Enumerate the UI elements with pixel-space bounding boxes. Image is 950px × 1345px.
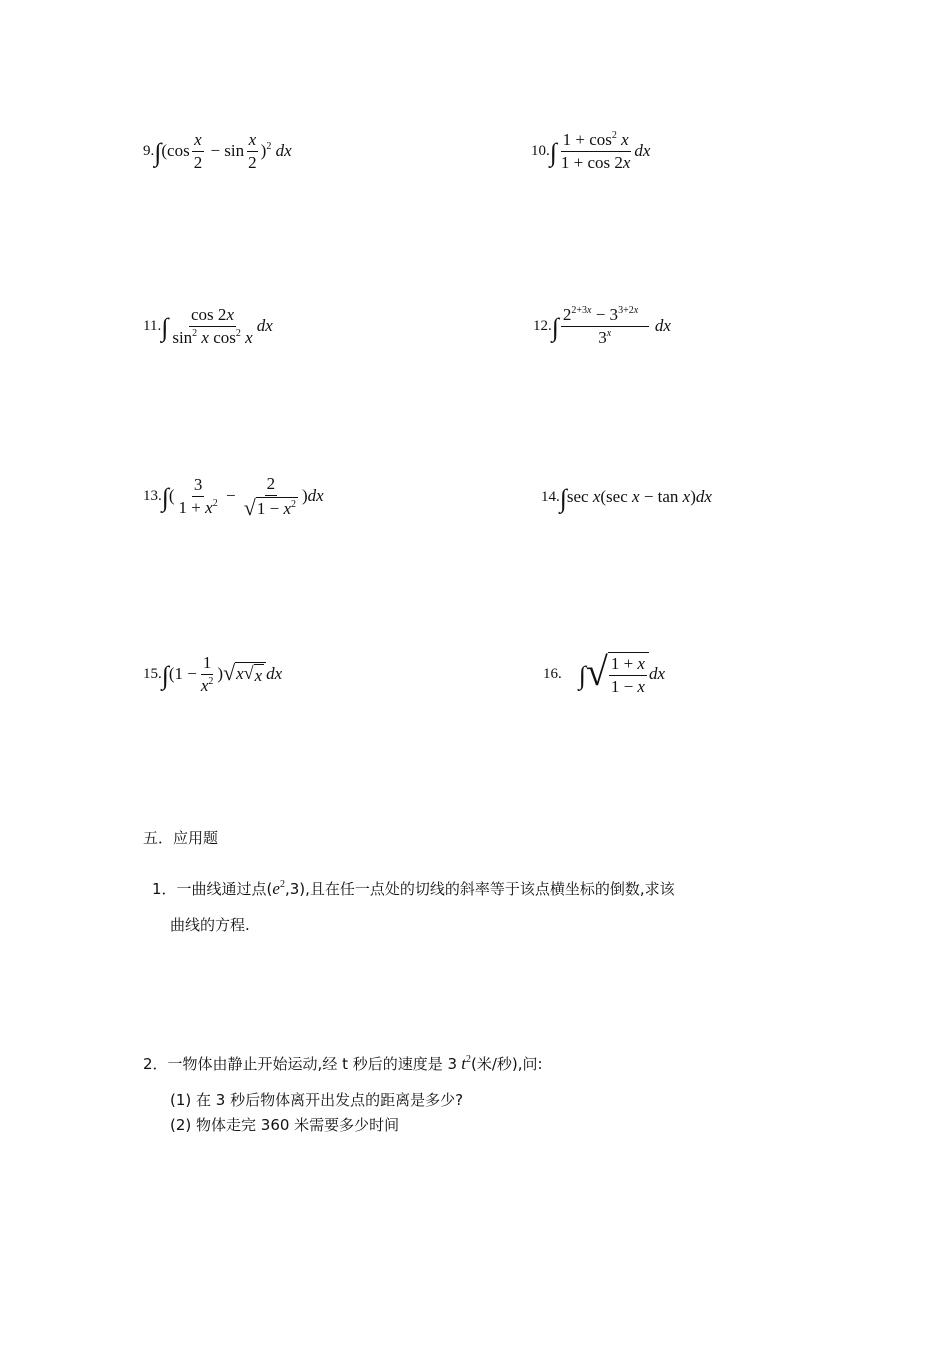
problem-number: 2． <box>143 1055 168 1073</box>
problem-12: 12. ∫ $\frac{2^{2+3x} - 3^{3+2x}}{3^x}$ dx <box>533 305 671 347</box>
problem-15: 15. ∫ (1 − $\frac{1}{x^2}$ ) √ x √ x dx <box>143 653 283 695</box>
sub-question-2: (2) 物体走完 360 米需要多少时间 <box>170 1116 400 1134</box>
integral-sign: ∫ <box>551 313 559 343</box>
problem-label: 15. <box>143 665 162 682</box>
problem-10: 10. ∫ $\frac{1 + \cos^2 x}{1 + \cos 2x}$ dx <box>531 130 651 172</box>
fraction: $\frac{\cos 2x}{\sin^2 x \cos^2 x}$ <box>172 305 253 347</box>
section-title: 五．应用题 <box>143 829 219 847</box>
application-problem-2: 2．一物体由静止开始运动,经 t 秒后的速度是 3 $t^2$(米/秒),问: <box>143 1054 543 1073</box>
fraction: $\frac{1 + \cos^2 x}{1 + \cos 2x}$ <box>560 130 631 172</box>
fraction: $\frac{3}{1 + x^2}$ <box>178 475 218 517</box>
problem-label: 10. <box>531 142 550 159</box>
integral-sign: ∫ <box>161 313 169 343</box>
problem-14 <box>541 484 712 513</box>
fraction: $\frac{x}{2}$ <box>193 130 203 172</box>
integral-sign: ∫ <box>549 138 557 168</box>
problem-11: 11. ∫ $\frac{\cos 2x}{\sin^2 x \cos^2 x}$ dx <box>143 305 273 347</box>
problem-label: 11. <box>143 317 162 334</box>
problem-number: 1． <box>152 880 177 898</box>
integral-sign: ∫ <box>161 661 169 691</box>
formula: (cos <box>161 141 190 161</box>
fraction: $\frac{2^{2+3x} - 3^{3+2x}}{3^x}$ <box>561 305 649 347</box>
problem-16: 16. ∫ √ $\frac{1 + x}{1 - x}$ dx <box>543 649 666 696</box>
problem-label: 9. <box>143 142 155 159</box>
problem-label: 14. <box>541 488 560 505</box>
application-problem-1-line2: 曲线的方程. <box>170 916 250 934</box>
formula: sec x(sec x − tan x)dx <box>566 487 712 506</box>
integral-sign: ∫ <box>559 484 567 513</box>
fraction: 2 √ $1 - x^2$ <box>243 474 296 520</box>
integral-sign: ∫ <box>578 661 586 691</box>
integral-sign: ∫ <box>154 138 162 168</box>
problem-label: 12. <box>533 317 552 334</box>
sub-question-1: (1) 在 3 秒后物体离开出发点的距离是多少? <box>170 1091 464 1109</box>
problem-label: 13. <box>143 487 162 504</box>
problem-label: 16. <box>543 665 562 682</box>
problem-13: 13. ∫ ( $\frac{3}{1 + x^2}$ − 2 √ $1 - x^2$ )dx <box>143 474 324 520</box>
integral-sign: ∫ <box>161 483 169 513</box>
radical: √ $\frac{1 + x}{1 - x}$ <box>586 652 649 696</box>
problem-9: 9. ∫ (cos $\frac{x}{2}$ − sin $\frac{x}{2}$ )$^2$ dx <box>143 130 292 172</box>
fraction: $\frac{1}{x^2}$ <box>200 653 214 695</box>
application-problem-1: 1．一曲线通过点$(e^2,3)$,且在任一点处的切线的斜率等于该点横坐标的倒数,求该 <box>152 879 675 898</box>
radical: √ x √ x <box>223 662 266 686</box>
fraction: $\frac{x}{2}$ <box>248 130 257 172</box>
